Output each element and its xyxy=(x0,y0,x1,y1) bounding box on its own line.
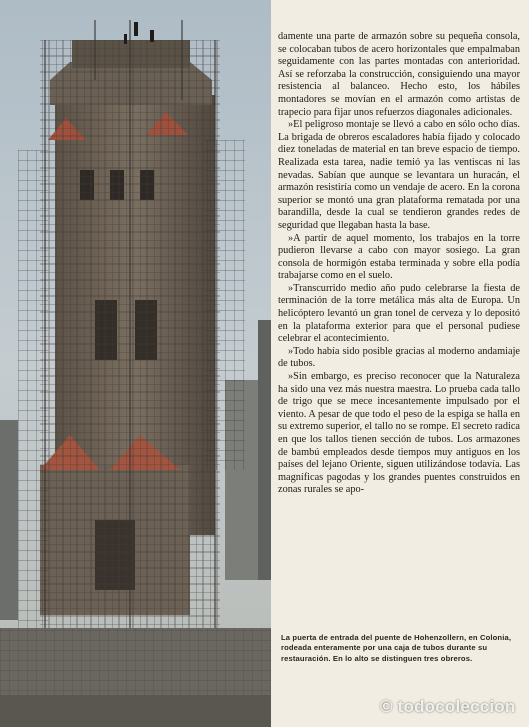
article-paragraph-6: »Sin embargo, es preciso reconocer que la Naturaleza ha sido una vez más nuestra maestra. Lo prueba cada tallo de trigo que se mece incesantemente impulsado por el viento. A pesar de que todo el peso de la espiga se halla en su extremo superior, el tallo no se rompe. El secreto radica en que los tallos tienen sección de tubos. Los armazones de bambú empleados desde tiempos muy antiguos en los países del lejano Oriente, siguen utilizándose todavía. Las magníficas pagodas y los grandes puentes construidos en zonas rurales se apo- xyxy=(278,371,520,496)
article-paragraph-3: »A partir de aquel momento, los trabajos en la torre pudieron llevarse a cabo con mayor sosiego. La gran consola de hormigón estaba terminada y sobre ella podía trabajarse como en el suelo. xyxy=(278,232,520,282)
article-paragraph-5: »Todo había sido posible gracias al moderno andamiaje de tubos. xyxy=(278,345,520,370)
article-text-column xyxy=(278,31,520,497)
watermark-logo: © todocoleccion xyxy=(380,697,516,716)
article-paragraph-4: »Transcurrido medio año pudo celebrarse la fiesta de terminación de la torre metálica más alta de Europa. Un helicóptero levantó un gran tonel de cerveza y lo depositó en la plataforma exterior para que el personal pudiese celebrar el acontecimiento. xyxy=(278,282,520,345)
article-paragraph-1: damente una parte de armazón sobre su pequeña consola, se colocaban tubos de acero horizontales que empalmaban seguidamente con las partes montadas con anterioridad. Así se reforzaba la construcción, consiguiendo una mayor resistencia al balanceo. Hecho esto, los hábiles montadores se movían en el armazón como artistas de trapecio para fijar unos refuerzos diagonales adicionales. xyxy=(278,31,520,118)
photo-caption: La puerta de entrada del puente de Hohenzollern, en Colonia, rodeada enteramente por una caja de tubos durante su restauración. En lo alto se distinguen tres obreros. xyxy=(281,633,512,663)
article-paragraph-2: »El peligroso montaje se llevó a cabo en sólo ocho días. La brigada de obreros escaladores había fijado y colocado diez toneladas de material en tan breve espacio de tiempo. Realizada esta tarea, nadie temió ya las ventiscas ni las nevadas. Sabían que aunque se levantara un huracán, el armazón resistiría como un vendaje de acero. En la corona superior se montó una gran plataforma rematada por una barandilla, desde la cual se tendieron grandes redes de seguridad que llegaban hasta la base. xyxy=(278,119,520,231)
